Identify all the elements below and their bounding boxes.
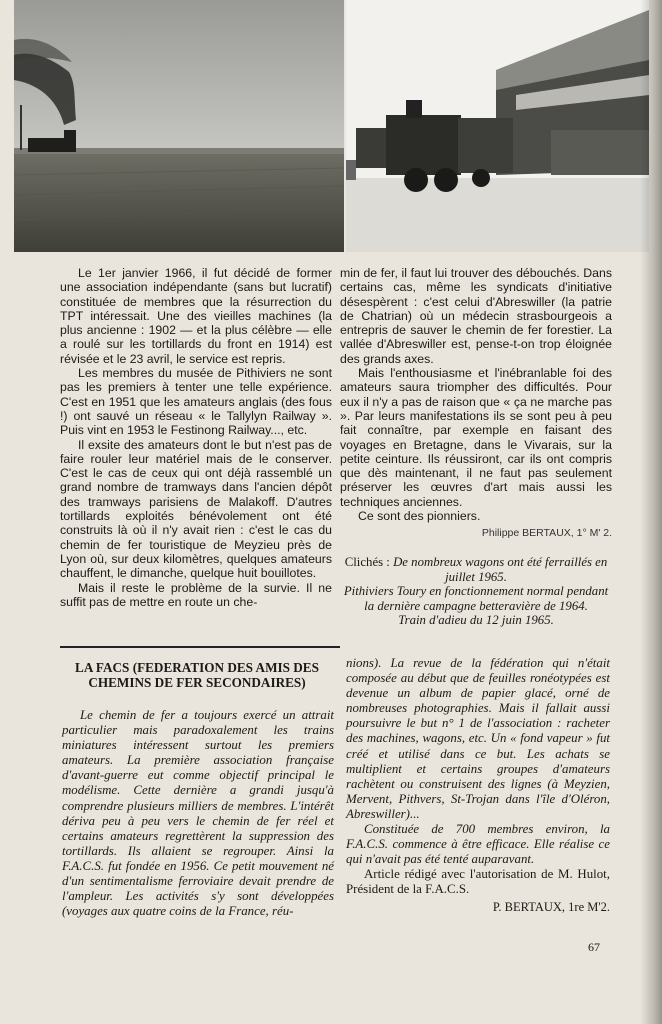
lower-left-column <box>62 708 334 919</box>
credit-line-2: Pithiviers Toury en fonctionnement normal pendant la dernière campagne betteravière de 1964. <box>343 584 609 613</box>
lower-signature: P. BERTAUX, 1re M'2. <box>492 899 610 914</box>
upper-signature: Philippe BERTAUX, 1° M' 2. <box>481 527 612 540</box>
page-number: 67 <box>588 940 600 954</box>
page-binding-shadow <box>640 0 662 1024</box>
paragraph: Ce sont des pionniers. <box>358 509 481 524</box>
upper-right-column <box>340 266 612 541</box>
photo-train-plain <box>14 0 344 252</box>
paragraph: Il exsite des amateurs dont le but n'est pas de faire rouler leur matériel mais de le conserver. C'est le cas de ceux qui ont déjà rassemblé un grand nombre de tramways dans l'ancien dépôt des tramways parisiens de Malakoff. D'autres tortillards exploités bénévolement ont été construits là où il n'y avait rien : c'est le cas du chemin de fer touristique de Meyzieu près de Lyon où, sur deux kilomètres, quelques amateurs chauffent, le dimanche, quelque huit bouillotes. <box>60 437 332 581</box>
credits-label: Clichés : <box>344 555 390 569</box>
paragraph: Mais l'enthousiasme et l'inébranlable foi des amateurs saura triompher des difficultés. Pour eux il n'y a pas de raison que « ça ne marche pas ». Par leurs manifestations ils se sont peu à peu fait connaître, par exemple en faisant des voyages en Bretagne, dans le Vivarais, sur la petite ceinture. Ils réussiront, car ils ont compris que dès maintenant, il ne faut pas seulement préserver les œuvres d'art mais aussi les techniques anciennes. <box>340 366 612 509</box>
photo-credits <box>340 555 612 628</box>
credit-line-3: Train d'adieu du 12 juin 1965. <box>398 613 554 628</box>
photo-train-station <box>346 0 649 252</box>
section-divider <box>60 646 340 648</box>
paragraph: min de fer, il faut lui trouver des débouchés. Dans certains cas, même les syndicats d'initiative désespèrent : c'est celui d'Abreswiller (la patrie de Chatrian) où un médecin strasbourgeois a entrepris de sauver le chemin de fer forestier. La vallée d'Abreswiller est, pense-t-on trop éloignée des grands axes. <box>340 266 612 366</box>
paragraph: Le 1er janvier 1966, il fut décidé de former une association indépendante (sans but lucratif) constituée de membres que la résurrection du TPT intéressait. Une des vieilles machines (la plus ancienne : 1902 — et la plus célèbre — elle a roulé sur les tortillards du front en 1914) est révisée et le 23 avril, le service est repris. <box>60 266 332 366</box>
paragraph: Constituée de 700 membres environ, la F.A.C.S. commence à être efficace. Elle réalise ce qui n'avait pas été tenté auparavant. <box>346 822 610 867</box>
authorization-note: Article rédigé avec l'autorisation de M. Hulot, Président de la F.A.C.S. <box>346 867 610 897</box>
paragraph: Mais il reste le problème de la survie. Il ne suffit pas de mettre en route un che- <box>60 580 332 609</box>
credit-line-1: De nombreux wagons ont été ferraillés en juillet 1965. <box>393 555 608 584</box>
paragraph: Le chemin de fer a toujours exercé un attrait particulier mais paradoxalement les trains miniatures intéressent surtout les premiers amateurs. La première association française d'avant-guerre eut comme objectif principal le modélisme. Cette dernière a grandi jusqu'à comprendre plusieurs milliers de membres. L'intérêt dériva peu à peu vers le chemin de fer réel et certains amateurs regrettèrent la suppression des tortillards. Ils allaient se regrouper. Ainsi la F.A.C.S. fut fondée en 1956. Ce petit mouvement né d'un sentimentalisme ferroviaire devait prendre de l'ampleur. Les activités s'y sont développées (voyages aux quatre coins de la France, réu- <box>62 708 334 919</box>
upper-left-column <box>60 266 332 609</box>
lower-right-column <box>346 656 610 915</box>
section-title: LA FACS (FEDERATION DES AMIS DES CHEMINS DE FER SECONDAIRES) <box>75 660 319 690</box>
paragraph: nions). La revue de la fédération qui n'était composée au début que de feuilles ronéotypées est devenue un album de papier glacé, orné de nombreuses photographies. Mais il fallait aussi poursuivre le but n° 1 de l'association : racheter des machines, wagons, etc. Un « fond vapeur » fut créé et utilisé dans ce but. Les achats se multiplient et certains groupes d'amateurs rachètent ou construisent des lignes (à Meyzien, Mervent, Pithvers, St-Trojan dans l'île d'Oléron, Abreswiller)... <box>346 656 610 821</box>
paragraph: Les membres du musée de Pithiviers ne sont pas les premiers à tenter une telle expérience. C'est en 1951 que les amateurs anglais (des fous !) ont sauvé un réseau « le Tallylyn Railway ». Puis vint en 1953 le Festinong Railway..., etc. <box>60 366 332 438</box>
